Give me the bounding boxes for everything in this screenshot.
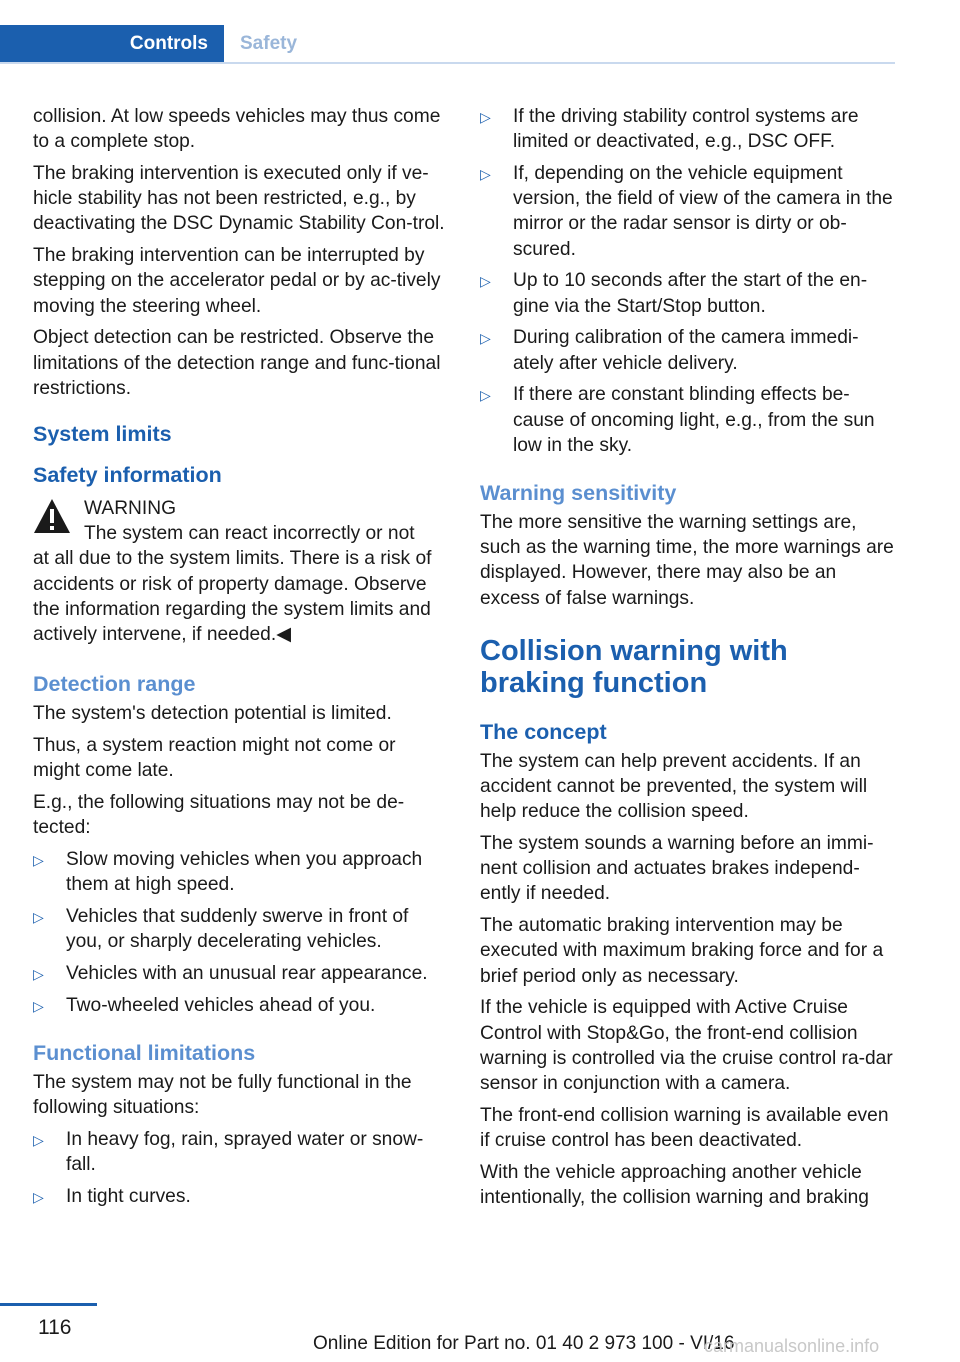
page-number: 116	[38, 1316, 72, 1339]
paragraph: The system sounds a warning before an immi‐nent collision and actuates brakes independ‐ently if needed.	[480, 833, 874, 905]
list-item	[480, 325, 894, 375]
right-column	[480, 104, 894, 1217]
list-item	[480, 161, 894, 262]
list-item-text: Vehicles with an unusual rear appearance.	[66, 963, 428, 985]
bullet-triangle-icon: ▷	[480, 273, 491, 290]
list-item	[33, 904, 447, 954]
list-item	[33, 1127, 447, 1177]
bullet-triangle-icon: ▷	[480, 166, 491, 182]
list-item-text: Two-wheeled vehicles ahead of you.	[66, 994, 376, 1016]
list-item-text: If the driving stability control systems are limited or deactivated, e.g., DSC OFF.	[513, 106, 859, 153]
detection-range-list	[33, 847, 447, 1018]
watermark: carmanualsonline.info	[704, 1336, 880, 1356]
bullet-triangle-icon: ▷	[480, 387, 491, 404]
tab-controls-label: Controls	[129, 32, 208, 54]
paragraph: E.g., the following situations may not be de‐tected:	[33, 792, 405, 839]
header-tabs	[0, 25, 895, 64]
warning-title: WARNING	[84, 498, 177, 520]
list-item	[33, 961, 447, 986]
bullet-triangle-icon: ▷	[480, 109, 491, 125]
list-item-text: During calibration of the camera immedi‐ately after vehicle delivery.	[513, 327, 859, 374]
list-item-text: If there are constant blinding effects be‐cause of oncoming light, e.g., from the sun low in the sky.	[513, 384, 875, 456]
paragraph: If the vehicle is equipped with Active Cruise Control with Stop&Go, the front-end collision warning is controlled via the cruise control ra‐dar sensor in conjunction with a camera.	[480, 997, 893, 1095]
left-column	[33, 104, 447, 1215]
warning-text-first-line: The system can react incorrectly or not	[84, 523, 415, 545]
bullet-triangle-icon: ▷	[33, 909, 44, 926]
bullet-triangle-icon: ▷	[480, 330, 491, 347]
paragraph: The automatic braking intervention may be executed with maximum braking force and for a brief period only as necessary.	[480, 915, 884, 987]
bullet-triangle-icon: ▷	[33, 1189, 44, 1206]
warning-triangle-icon	[33, 498, 71, 534]
paragraph: The braking intervention is executed only if ve‐hicle stability has not been restricted, e.g., by deactivating the DSC Dynamic Stability Con‐trol.	[33, 163, 445, 235]
bullet-triangle-icon: ▷	[33, 997, 44, 1014]
section-heading-system-limits: System limits	[33, 422, 172, 447]
edition-note: Online Edition for Part no. 01 40 2 973 100 - VI/16	[313, 1333, 735, 1354]
paragraph: With the vehicle approaching another vehicle intentionally, the collision warning and braking	[480, 1161, 869, 1209]
list-item-text: Vehicles that suddenly swerve in front of you, or sharply decelerating vehicles.	[66, 906, 409, 953]
tab-safety-label: Safety	[240, 33, 298, 54]
list-item	[33, 1184, 447, 1209]
list-item-text: Up to 10 seconds after the start of the en‐gine via the Start/Stop button.	[513, 270, 868, 317]
tab-safety[interactable]	[240, 25, 297, 62]
list-item	[33, 847, 447, 897]
warning-text: at all due to the system limits. There is a risk of accidents or risk of property damage. Observe the information regarding the system limits and actively intervene, if needed.◀	[33, 548, 432, 646]
paragraph: The system may not be fully functional in the following situations:	[33, 1072, 412, 1119]
bullet-triangle-icon: ▷	[33, 1132, 44, 1149]
subheading-safety-information: Safety information	[33, 463, 222, 488]
paragraph: Thus, a system reaction might not come or might come late.	[33, 735, 396, 782]
bullet-triangle-icon: ▷	[33, 852, 44, 869]
paragraph: The braking intervention can be interrupted by stepping on the accelerator pedal or by ac‐tively moving the steering wheel.	[33, 245, 441, 317]
list-item	[480, 382, 894, 458]
footer-rule	[0, 1303, 97, 1306]
chapter-heading-collision-warning: Collision warning with braking function	[480, 634, 788, 699]
paragraph: Object detection can be restricted. Observe the limitations of the detection range and func‐tional restrictions.	[33, 327, 441, 399]
subheading-functional-limitations: Functional limitations	[33, 1041, 256, 1066]
list-item-text: If, depending on the vehicle equipment version, the field of view of the camera in the mirror or the radar sensor is dirty or ob‐scured.	[513, 163, 893, 260]
paragraph: The system can help prevent accidents. If an accident cannot be prevented, the system will help reduce the collision speed.	[480, 750, 868, 823]
list-item	[480, 104, 894, 154]
list-item-text: In tight curves.	[66, 1186, 191, 1208]
warning-block	[33, 496, 447, 647]
bullet-triangle-icon: ▷	[33, 966, 44, 983]
list-item	[480, 268, 894, 318]
functional-limitations-list-continued	[480, 104, 894, 458]
paragraph: The more sensitive the warning settings are, such as the warning time, the more warnings are displayed. However, there may also be an excess of false warnings.	[480, 512, 894, 609]
subheading-the-concept: The concept	[480, 719, 607, 744]
list-item-text: In heavy fog, rain, sprayed water or snow‐fall.	[66, 1129, 424, 1176]
paragraph: collision. At low speeds vehicles may thus come to a complete stop.	[33, 106, 441, 153]
functional-limitations-list	[33, 1127, 447, 1209]
list-item-text: Slow moving vehicles when you approach them at high speed.	[66, 849, 423, 896]
paragraph: The front-end collision warning is available even if cruise control has been deactivated.	[480, 1104, 889, 1152]
list-item	[33, 993, 447, 1018]
paragraph: The system's detection potential is limited.	[33, 703, 392, 725]
subheading-warning-sensitivity: Warning sensitivity	[480, 481, 677, 506]
subheading-detection-range: Detection range	[33, 672, 196, 697]
tab-controls[interactable]	[0, 25, 224, 62]
